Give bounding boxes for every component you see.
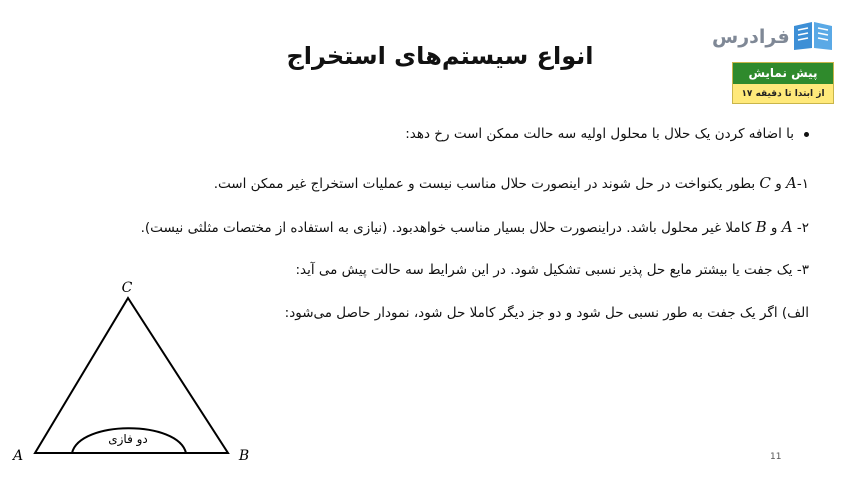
apex-label-c: C xyxy=(121,280,133,296)
item-1-text: بطور یکنواخت در حل شوند در اینصورت حلال مناسب نیست و عملیات استخراج غیر ممکن است. xyxy=(213,176,756,192)
triangle xyxy=(35,298,228,453)
item-3: ۳- یک جفت یا بیشتر مایع حل پذیر نسبی تشکیل شود. در این شرایط سه حالت پیش می آید: xyxy=(295,262,809,278)
vertex-label-a: A xyxy=(12,448,24,464)
item-3a: الف) اگر یک جفت به طور نسبی حل شود و دو جز دیگر کاملا حل شود، نمودار حاصل می‌شود: xyxy=(284,305,809,321)
item-1 xyxy=(214,174,809,192)
item-2-prefix: ۲- xyxy=(796,220,809,236)
logo xyxy=(712,18,836,56)
item-2-and: و xyxy=(770,220,778,236)
two-phase-label: دو فازی xyxy=(108,432,148,446)
badge-title: پیش نمایش xyxy=(733,63,833,84)
vertex-label-b: B xyxy=(238,448,250,464)
item-1-and: و xyxy=(775,176,782,192)
page-number: 11 xyxy=(770,452,782,462)
var-c: C xyxy=(759,174,771,192)
var-a: A xyxy=(786,174,797,192)
logo-text: فرادرس xyxy=(712,26,790,48)
item-2-text: کاملا غیر محلول باشد. دراینصورت حلال بسیار مناسب خواهدبود. (نیازی به استفاده از مختصات مثلثی نیست). xyxy=(140,220,752,236)
book-icon xyxy=(790,18,836,52)
var-b: B xyxy=(755,218,767,236)
bullet-line xyxy=(405,126,809,142)
item-1-prefix: ۱- xyxy=(796,176,809,192)
bullet-icon xyxy=(804,132,809,137)
page-title: انواع سیستم‌های استخراج xyxy=(286,42,594,70)
var-a: A xyxy=(781,218,793,236)
item-2 xyxy=(141,218,809,236)
bullet-text: با اضافه کردن یک حلال با محلول اولیه سه حالت ممکن است رخ دهد: xyxy=(405,126,794,142)
badge-subtitle: از ابتدا تا دقیقه ۱۷ xyxy=(741,89,825,99)
ternary-diagram xyxy=(0,270,280,470)
preview-badge xyxy=(732,62,834,104)
